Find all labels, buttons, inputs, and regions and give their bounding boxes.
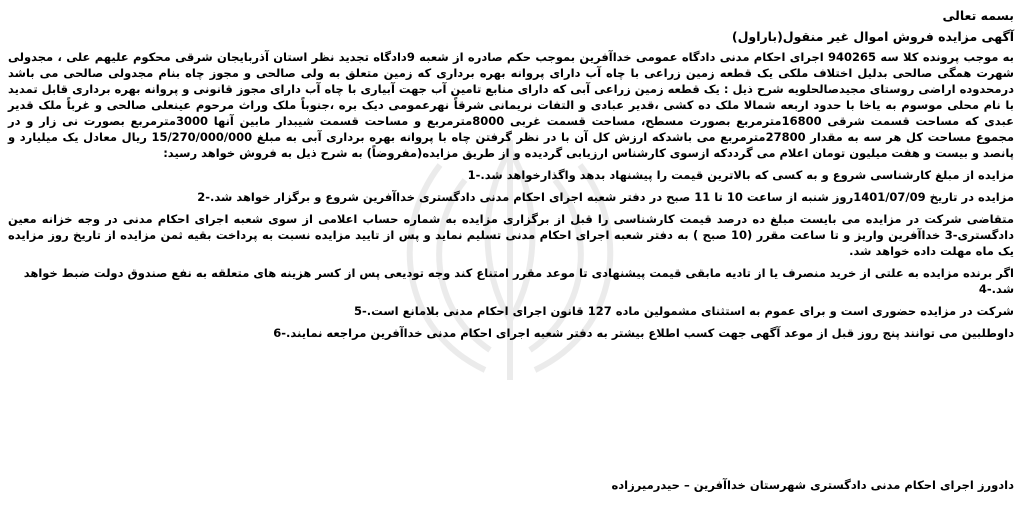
notice-title: آگهی مزایده فروش اموال غیر منقول(باراول)	[731, 29, 1014, 44]
clause-4: اگر برنده مزایده به علتی از خرید منصرف یا از تادیه مابقی قیمت پیشنهادی تا موعد مقرر امتناع کند وجه تودیعی پس از کسر هزینه های متعلقه به نفع صندوق دولت ضبط خواهد شد.-4	[23, 266, 1014, 296]
clause-5: شرکت در مزایده حضوری است و برای عموم به استثنای مشمولین ماده 127 قانون اجرای احکام مدنی بلامانع است.-5	[353, 304, 1014, 318]
notice-document	[8, 8, 1014, 341]
signature-line: دادورز اجرای احکام مدنی دادگستری شهرستان خداآفرین – حیدرمیرزاده	[611, 477, 1014, 492]
clause-1: مزایده از مبلغ کارشناسی شروع و به کسی که بالاترین قیمت را پیشنهاد بدهد واگذارخواهد شد.-1	[467, 168, 1014, 182]
clause-3: متقاضی شرکت در مزایده می بایست مبلغ ده درصد قیمت کارشناسی را قبل از برگزاری مزایده به شماره حساب اعلامی از سوی شعبه اجرای احکام مدنی در وجه خزانه معین دادگستری-3 خداآفرین واریز و تا ساعت مقرر (10 صبح ) به دفتر شعبه اجرای احکام مدنی تسلیم نماید و پس از تایید مزایده نسبت به پرداخت بقیه ثمن مزایده از تاریخ روز مزایده یک ماه مهلت داده خواهد شد.	[8, 212, 1014, 258]
clause-2: مزایده در تاریخ 1401/07/09روز شنبه از ساعت 10 تا 11 صبح در دفتر شعبه اجرای احکام مدنی دادگستری خداآفرین شروع و برگزار خواهد شد.-2	[197, 190, 1014, 204]
clause-6: داوطلبین می توانند پنج روز قبل از موعد آگهی جهت کسب اطلاع بیشتر به دفتر شعبه اجرای احکام مدنی خداآفرین مراجعه نمایند.-6	[273, 326, 1014, 340]
notice-intro-paragraph: به موجب پرونده کلا سه 940265 اجرای احکام مدنی دادگاه عمومی خداآفرین بموجب حکم صادره از شعبه 9دادگاه تجدید نظر استان آذربایجان شرقی محکوم علیهم علی ، مجدولی شهرت همگی صالحی بدلیل اختلاف ملکی یک قطعه زمین زراعی با چاه آب دارای پروانه بهره برداری که زمین متعلق به ولی صالحی و مجوز چاه بنام مجدولی صالحی می باشد درمحدوده اراضی روستای مجیدصالحلویه شرح ذیل : یک قطعه زمین زراعی آبی که دارای منابع تامین آب جهت آبیاری با چاه آب دارای مجوز قانونی و پروانه بهره برداری قابل تمدید با نام محلی موسوم به یاخا با حدود اربعه شمالا ملک ده کشی ،قدیر عبادی و التفات نریمانی شرقاً نهرعمومی دیک بره ،جنوباً ملک وراث مرحوم عینعلی صالحی و غرباً ملک قدیر عبدی که مساحت قسمت شرقی 16800مترمربع بصورت مسطح، مساحت قسمت غربی 8000مترمربع و مساحت قسمت شیبدار مابین آنها 3000مترمربع بصورت نی زار و در مجموع مساحت کل هر سه به مقدار 27800مترمربع می باشدکه ارزش کل آن با در نظر گرفتن چاه با پروانه بهره برداری آبی به مبلغ 15/270/000/000 ریال معادل یک میلیارد و پانصد و بیست و هفت میلیون تومان اعلام می گرددکه ازسوی کارشناس ارزیابی گردیده و از طریق مزایده(مفروضاً) به شرح ذیل به فروش خواهد رسید:	[8, 50, 1015, 160]
bismillah-heading: بسمه تعالی	[942, 8, 1014, 23]
